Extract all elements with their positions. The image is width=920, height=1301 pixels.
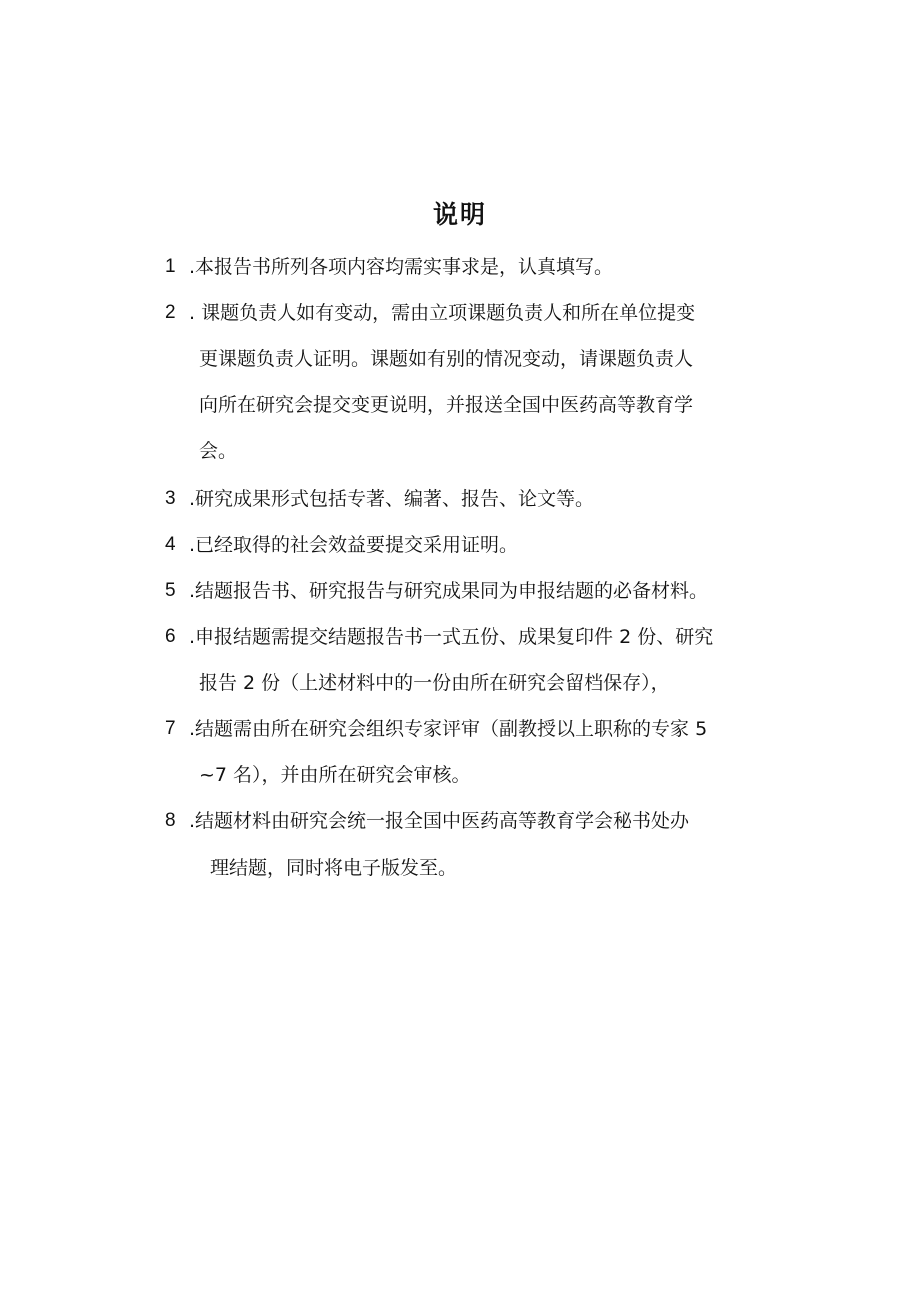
item-text-line: ~7 名），并由所在研究会审核。 bbox=[199, 764, 471, 786]
item-number: 1 bbox=[165, 256, 176, 277]
item-text-line: .结题需由所在研究会组织专家评审（副教授以上职称的专家 5 bbox=[189, 718, 708, 740]
item-text-line: 会。 bbox=[199, 440, 238, 462]
item-text-line: .申报结题需提交结题报告书一式五份、成果复印件 2 份、研究 bbox=[189, 626, 714, 648]
item-text-line: . 课题负责人如有变动，需由立项课题负责人和所在单位提变 bbox=[189, 302, 696, 324]
item-text-line: 更课题负责人证明。课题如有别的情况变动，请课题负责人 bbox=[199, 348, 694, 370]
item-number: 7 bbox=[165, 718, 176, 739]
item-number: 8 bbox=[165, 810, 176, 831]
page-title: 说明 bbox=[432, 200, 487, 229]
item-text-line: .结题报告书、研究报告与研究成果同为申报结题的必备材料。 bbox=[189, 580, 709, 602]
item-number: 5 bbox=[165, 580, 176, 601]
item-text-line: .本报告书所列各项内容均需实事求是，认真填写。 bbox=[189, 256, 614, 278]
item-number: 6 bbox=[165, 626, 176, 647]
item-text-line: .研究成果形式包括专著、编著、报告、论文等。 bbox=[189, 488, 595, 510]
item-text-line: .结题材料由研究会统一报全国中医药高等教育学会秘书处办 bbox=[189, 810, 690, 832]
item-number: 2 bbox=[165, 302, 176, 323]
item-number: 4 bbox=[165, 534, 176, 555]
item-text-line: .已经取得的社会效益要提交采用证明。 bbox=[189, 534, 519, 556]
item-text-line: 报告 2 份（上述材料中的一份由所在研究会留档保存）， bbox=[199, 672, 670, 694]
item-text-line: 理结题，同时将电子版发至。 bbox=[210, 857, 458, 879]
item-number: 3 bbox=[165, 488, 176, 509]
item-text-line: 向所在研究会提交变更说明，并报送全国中医药高等教育学 bbox=[199, 394, 694, 416]
